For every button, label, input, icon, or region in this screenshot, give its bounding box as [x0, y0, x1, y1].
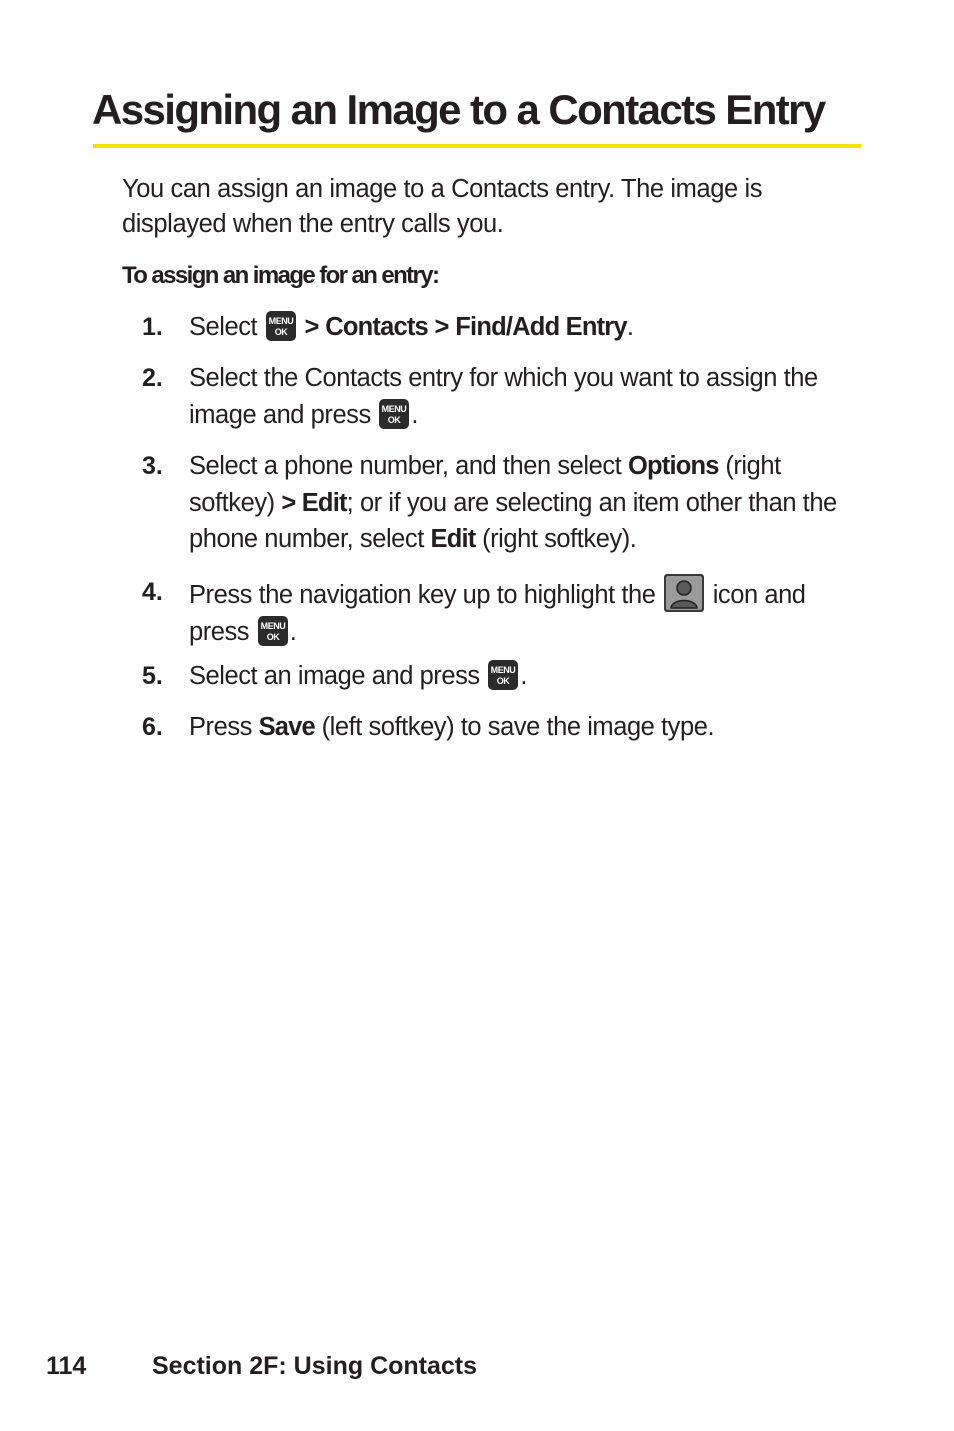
step-number: 6.	[142, 713, 163, 741]
step-text: Press Save (left softkey) to save the image type.	[189, 713, 715, 741]
section-title: Section 2F: Using Contacts	[152, 1352, 478, 1380]
step-number: 4.	[142, 578, 163, 606]
svg-text:MENU: MENU	[490, 665, 516, 675]
step-text: Select an image and press MENU OK .	[189, 662, 527, 690]
menu-ok-key-icon	[488, 660, 518, 690]
svg-text:MENU: MENU	[382, 403, 407, 414]
title-underline	[93, 144, 861, 148]
menu-ok-key-icon	[379, 399, 409, 429]
svg-text:OK: OK	[274, 327, 288, 337]
step-text: Select MENU OK > Contacts > Find/Add Entry.	[189, 313, 634, 341]
menu-ok-key-icon	[258, 616, 288, 646]
svg-text:MENU: MENU	[268, 316, 294, 326]
page-number: 114	[46, 1352, 87, 1380]
step-number: 2.	[142, 364, 163, 392]
contact-picture-icon	[664, 574, 704, 612]
intro-paragraph: You can assign an image to a Contacts entry. The image is displayed when the entry calls you.	[122, 175, 763, 238]
step-text: Press the navigation key up to highlight the icon and press MENU OK .	[189, 574, 865, 650]
page-title: Assigning an Image to a Contacts Entry	[92, 86, 825, 133]
step-number: 1.	[142, 313, 163, 341]
svg-text:OK: OK	[266, 631, 280, 642]
svg-text:MENU: MENU	[260, 620, 286, 631]
step-text: Select a phone number, and then select Options (right softkey) > Edit; or if you are selecting an item other than the phone number, select Edit (right softkey).	[189, 452, 837, 553]
step-number: 3.	[142, 452, 163, 480]
menu-ok-key-icon	[266, 311, 296, 341]
step-number: 5.	[142, 662, 163, 690]
step-text: Select the Contacts entry for which you want to assign the image and press MENU OK .	[189, 364, 818, 429]
svg-text:OK: OK	[388, 414, 401, 425]
svg-text:OK: OK	[497, 676, 510, 686]
procedure-heading: To assign an image for an entry:	[122, 262, 439, 289]
